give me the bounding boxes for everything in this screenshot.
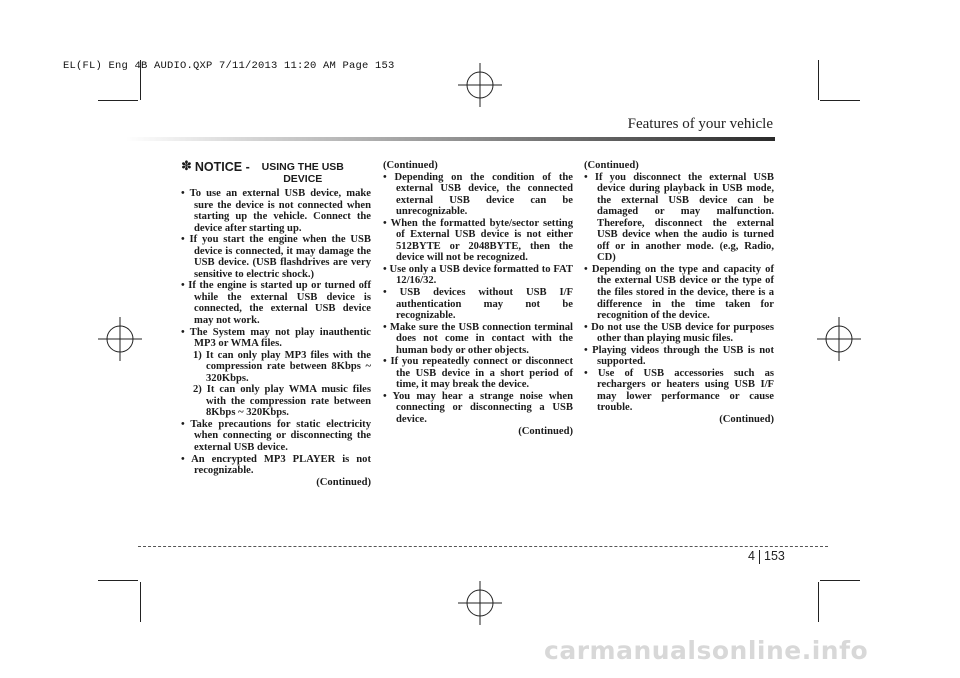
list-item: • If the engine is started up or turned off while the external USB device is connected, the external USB device may not work. xyxy=(181,280,371,327)
list-item: • An encrypted MP3 PLAYER is not recognizable. xyxy=(181,453,371,477)
text-column-3 xyxy=(584,160,774,426)
registration-target-top-icon xyxy=(458,63,502,107)
page-number: 153 xyxy=(764,549,785,563)
text-column-2 xyxy=(383,160,573,437)
printer-slug: EL(FL) Eng 4B AUDIO.QXP 7/11/2013 11:20 AM Page 153 xyxy=(63,60,395,72)
continued-label: (Continued) xyxy=(383,160,438,171)
notice-heading xyxy=(181,160,371,185)
crop-mark xyxy=(820,100,860,101)
continued-label: (Continued) xyxy=(719,414,774,426)
list-item: • Depending on the type and capacity of the external USB device or the type of the files stored in the device, there is a difference in the time taken for recognition of the device. xyxy=(584,263,774,322)
crop-mark xyxy=(820,580,860,581)
chapter-number: 4 xyxy=(748,549,755,563)
section-title: Features of your vehicle xyxy=(627,116,773,132)
list-item: • USB devices without USB I/F authentication may not be recognizable. xyxy=(383,287,573,322)
sub-list-item: 1) It can only play MP3 files with the compression rate between 8Kbps ~ 320Kbps. xyxy=(193,349,371,384)
list-item: • If you start the engine when the USB device is connected, it may damage the USB device. (USB flashdrives are very sensitive to electric shock.) xyxy=(181,234,371,280)
registration-target-right-icon xyxy=(817,317,861,361)
text-column-1 xyxy=(181,160,371,488)
registration-target-bottom-icon xyxy=(458,581,502,625)
crop-mark xyxy=(818,582,819,622)
header-rule xyxy=(125,137,775,141)
list-item: • If you repeatedly connect or disconnect the USB device in a short period of time, it may break the device. xyxy=(383,356,573,391)
sub-list-item: 2) It can only play WMA music files with the compression rate between 8Kbps ~ 320Kbps. xyxy=(193,384,371,419)
page-number-divider xyxy=(759,550,760,564)
list-item: • Depending on the condition of the external USB device, the connected external USB device can be unrecognizable. xyxy=(383,171,573,218)
list-item: • Do not use the USB device for purposes other than playing music files. xyxy=(584,321,774,345)
crop-mark xyxy=(140,60,141,100)
continued-label: (Continued) xyxy=(316,476,371,488)
list-item: • You may hear a strange noise when connecting or disconnecting a USB device. xyxy=(383,390,573,426)
list-item: • Use of USB accessories such as rechargers or heaters using USB I/F may lower performance or cause trouble. xyxy=(584,367,774,414)
notice-title: USING THE USB DEVICE xyxy=(261,161,344,185)
list-item: • Take precautions for static electricity when connecting or disconnecting the external USB device. xyxy=(181,418,371,454)
continued-label: (Continued) xyxy=(584,160,639,171)
list-item: • Make sure the USB connection terminal does not come in contact with the human body or other objects. xyxy=(383,321,573,356)
crop-mark xyxy=(98,580,138,581)
crop-mark xyxy=(140,582,141,622)
watermark: carmanualsonline.info xyxy=(544,636,869,665)
footer-rule xyxy=(138,546,828,547)
crop-mark xyxy=(818,60,819,100)
list-item: • To use an external USB device, make sure the device is not connected when starting up the vehicle. Connect the device after starting up. xyxy=(181,188,371,234)
notice-star-icon: ✽ xyxy=(181,159,192,174)
crop-mark xyxy=(98,100,138,101)
notice-label: NOTICE - xyxy=(194,160,250,174)
list-item: • Playing videos through the USB is not supported. xyxy=(584,344,774,368)
continued-label: (Continued) xyxy=(518,425,573,437)
list-item: • If you disconnect the external USB device during playback in USB mode, the external USB device can be damaged or may malfunction. Therefore, disconnect the external USB device when the audio is turned off or in another mode. (e.g, Radio, CD) xyxy=(584,171,774,264)
list-item: • The System may not play inauthentic MP3 or WMA files. xyxy=(181,326,371,350)
list-item: • Use only a USB device formatted to FAT 12/16/32. xyxy=(383,263,573,287)
registration-target-left-icon xyxy=(98,317,142,361)
list-item: • When the formatted byte/sector setting of External USB device is not either 512BYTE or 2048BYTE, then the device will not be recognized. xyxy=(383,217,573,264)
